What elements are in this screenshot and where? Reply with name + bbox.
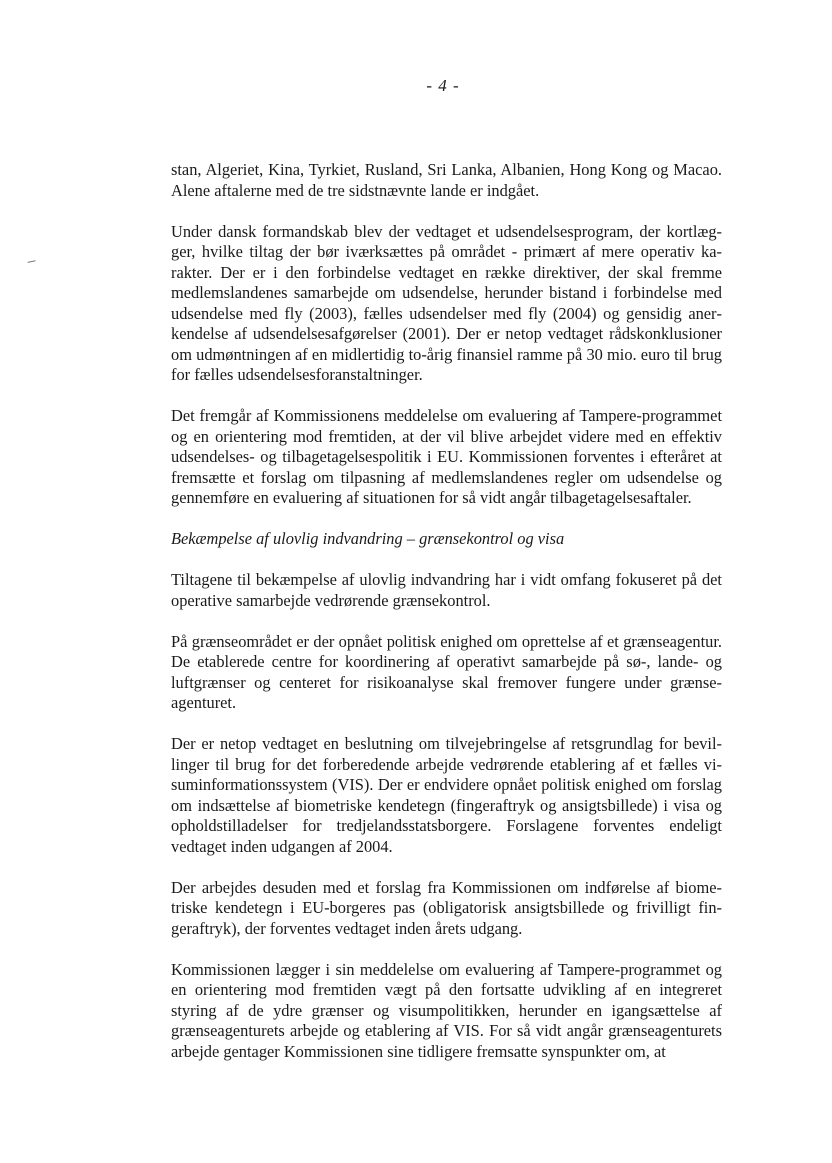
section-heading: Bekæmpelse af ulovlig indvandring – grænsekontrol og visa	[171, 529, 565, 548]
paragraph-biometri-pas: Der arbejdes desuden med et forslag fra Kommissionen om indførelse af biometriske kendetegn i EU-borgeres pas (obligatorisk ansigtsbillede og frivilligt fingeraftryk), der forventes vedtaget inden årets udgang.	[171, 877, 722, 938]
paragraph-tiltagene: Tiltagene til bekæmpelse af ulovlig indvandring har i vidt omfang fokuseret på det operative samarbejde vedrørende grænsekontrol.	[171, 570, 722, 610]
paragraph-graenseagentur: På grænseområdet er der opnået politisk enighed om oprettelse af et grænseagentur. De etablerede centre for koordinering af operativt samarbejde på sø-, lande- og luftgrænser og centeret for risikoanalyse skal fremover fungere under grænseagenturet.	[171, 631, 722, 712]
paragraph-udsendelsesprogram: Under dansk formandskab blev der vedtaget et udsendelsesprogram, der kortlægger, hvilke tiltag der bør iværksættes på området - primært af mere operativ karakter. Der er i den forbindelse vedtaget en række direktiver, der skal fremme medlemslandenes samarbejde om udsendelse, herunder bistand i forbindelse med udsendelse med fly (2003), fælles udsendelser med fly (2004) og gensidig anerkendelse af udsendelsesafgørelser (2001). Der er netop vedtaget rådskonklusioner om udmøntningen af en midlertidig to-årig finansiel ramme på 30 mio. euro til brug for fælles udsendelsesforanstaltninger.	[171, 221, 722, 384]
document-body	[171, 160, 722, 1083]
paragraph-tampere-evaluering: Kommissionen lægger i sin meddelelse om evaluering af Tampere-programmet og en orientering mod fremtiden vægt på den fortsatte udvikling af en integreret styring af de ydre grænser og visumpolitikken, herunder en igangsættelse af grænseagenturets arbejde og etablering af VIS. For så vidt angår grænseagenturets arbejde gentager Kommissionen sine tidligere fremsatte synspunkter om, at	[171, 959, 722, 1061]
margin-mark	[28, 260, 37, 267]
paragraph-vis: Der er netop vedtaget en beslutning om tilvejebringelse af retsgrundlag for bevillinger til brug for det forberedende arbejde vedrørende etablering af et fælles visuminformationssystem (VIS). Der er endvidere opnået politisk enighed om forslag om indsættelse af biometriske kendetegn (fingeraftryk og ansigtsbillede) i visa og opholdstilladelser for tredjelandsstatsborgere. Forslagene forventes endeligt vedtaget inden udgangen af 2004.	[171, 734, 722, 856]
paragraph-country-list: stan, Algeriet, Kina, Tyrkiet, Rusland, Sri Lanka, Albanien, Hong Kong og Macao. Alene aftalerne med de tre sidstnævnte lande er indgået.	[171, 160, 722, 200]
paragraph-kommissionens-meddelelse: Det fremgår af Kommissionens meddelelse om evaluering af Tampere-programmet og en orientering mod fremtiden, at der vil blive arbejdet videre med en effektiv udsendelses- og tilbagetagelsespolitik i EU. Kommissionen forventes i efteråret at fremsætte et forslag om tilpasning af medlemslandenes regler om udsendelse og gennemføre en evaluering af situationen for så vidt angår tilbagetagelsesaftaler.	[171, 406, 722, 507]
page-number: - 4 -	[0, 76, 832, 96]
